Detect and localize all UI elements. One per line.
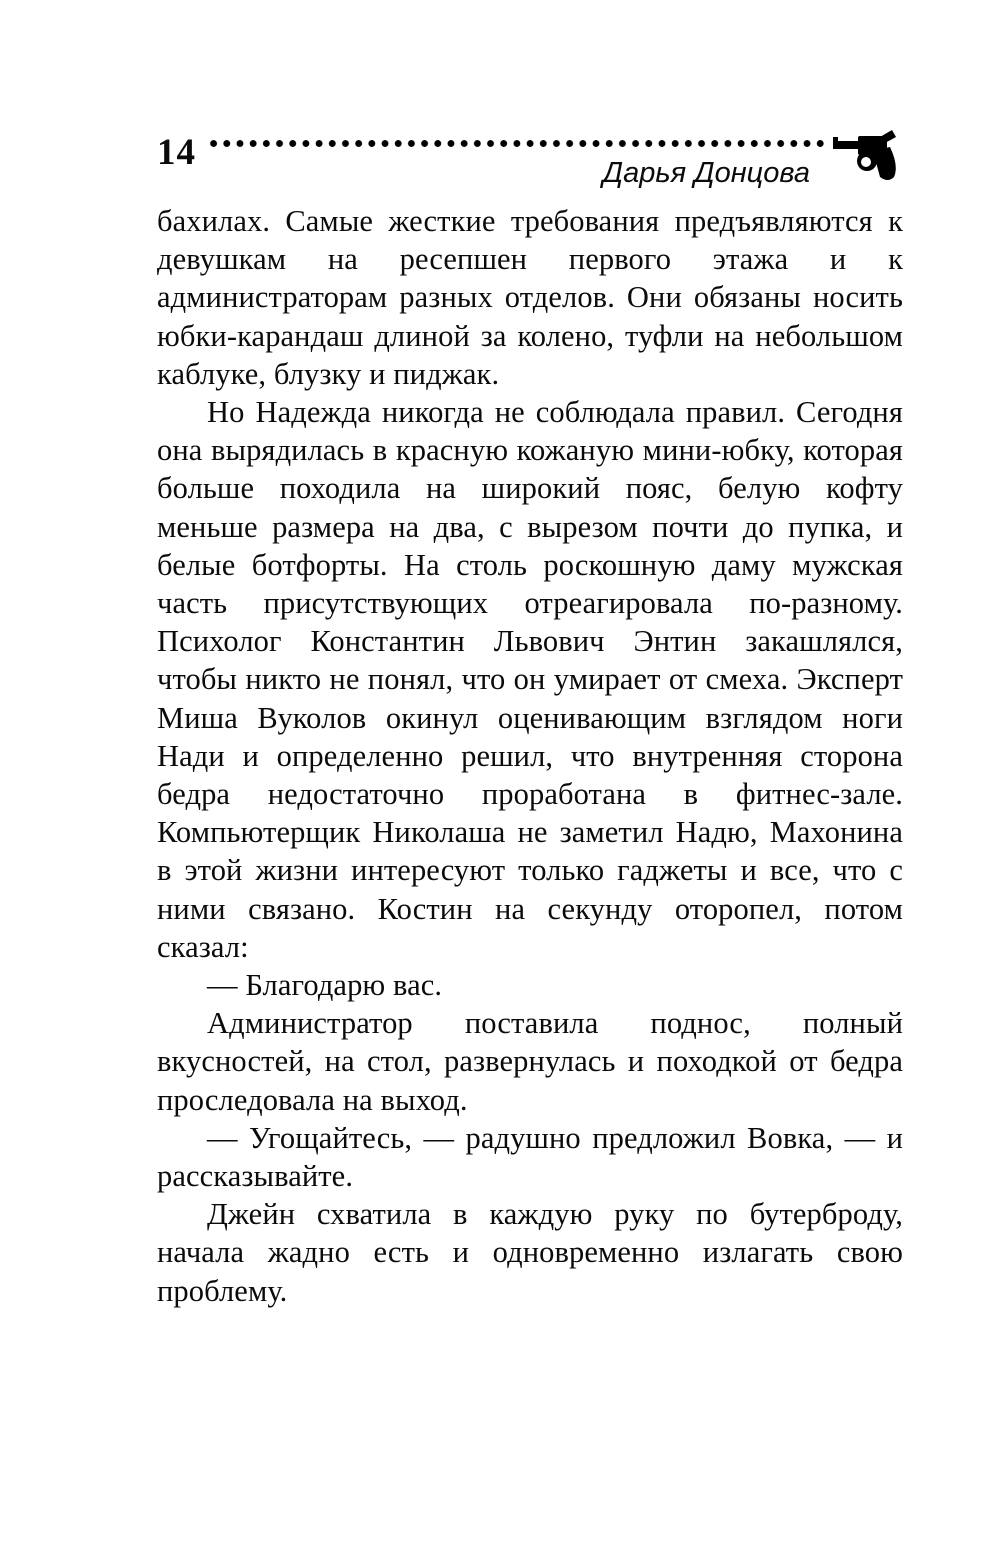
paragraph: Администратор поставила поднос, полный вкусностей, на стол, развернулась и походкой от бедра проследовала на выход. bbox=[157, 1006, 903, 1117]
paragraph: бахилах. Самые жесткие требования предъявляются к девушкам на ресепшен первого этажа и к администраторам разных отделов. Они обязаны носить юбки-карандаш длиной за колено, туфли на небольшом каблуке, блузку и пиджак. bbox=[157, 204, 903, 391]
dotted-leader bbox=[207, 139, 827, 148]
author-name: Дарья Донцова bbox=[602, 157, 810, 189]
page-header bbox=[157, 134, 903, 198]
paragraph: Но Надежда никогда не соблюдала правил. Сегодня она вырядилась в красную кожаную мини-юбку, которая больше походила на широкий пояс, белую кофту меньше размера на два, с вырезом почти до пупка, и белые ботфорты. На столь роскошную даму мужская часть присутствующих отреагировала по-разному. Психолог Константин Львович Энтин закашлялся, чтобы никто не понял, что он умирает от смеха. Эксперт Миша Вуколов окинул оценивающим взглядом ноги Нади и определенно решил, что внутренняя сторона бедра недостаточно проработана в фитнес-зале. Компьютерщик Николаша не заметил Надю, Махонина в этой жизни интересуют только гаджеты и все, что с ними связано. Костин на секунду оторопел, потом сказал: bbox=[157, 395, 903, 964]
gun-icon bbox=[833, 130, 899, 184]
page-number: 14 bbox=[157, 132, 196, 173]
page-body bbox=[157, 202, 903, 1310]
dialogue-paragraph: — Благодарю вас. bbox=[207, 968, 443, 1003]
paragraph: Джейн схватила в каждую руку по бутерброду, начала жадно есть и одновременно излагать свою проблему. bbox=[157, 1197, 903, 1308]
dialogue-paragraph: — Угощайтесь, — радушно предложил Вовка, — и рассказывайте. bbox=[157, 1120, 903, 1194]
